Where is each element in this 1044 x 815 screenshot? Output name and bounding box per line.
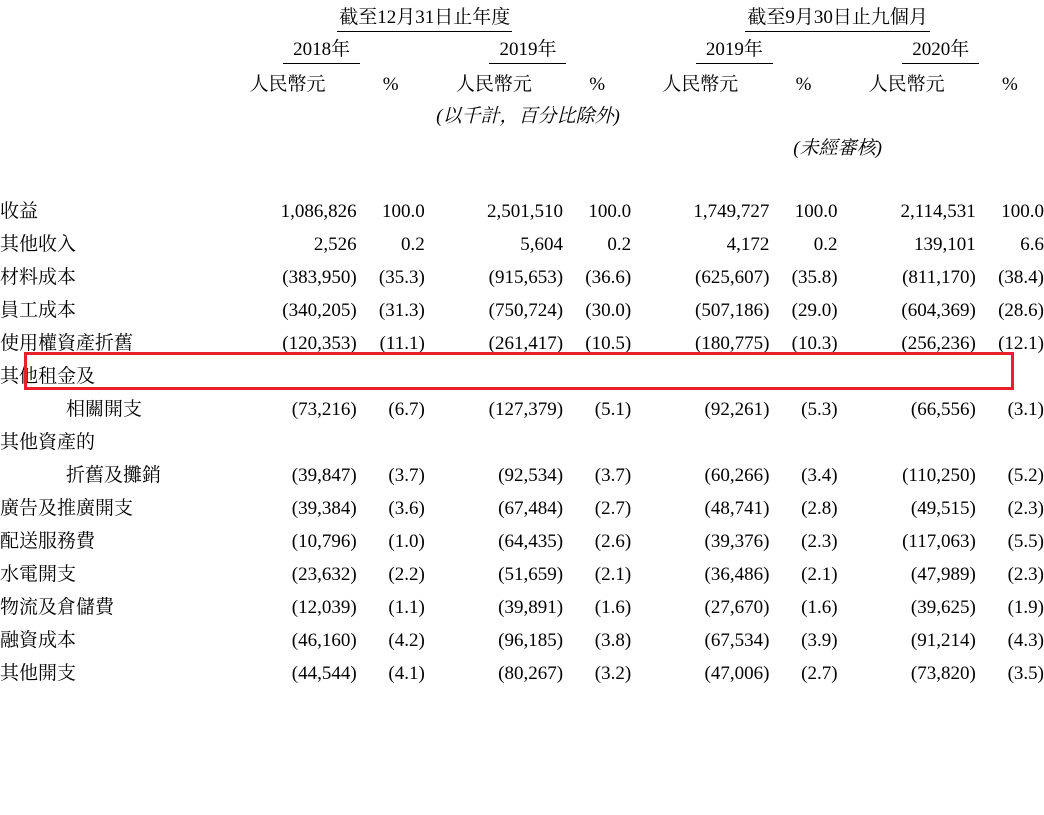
row-value: (2.7) <box>801 663 838 684</box>
row-value: (3.4) <box>801 465 838 486</box>
row-value: 100.0 <box>588 201 632 222</box>
row-value: (2.6) <box>594 531 632 552</box>
row-value: (39,847) <box>291 465 357 486</box>
header-year-2019-annual <box>425 32 631 64</box>
row-value: (27,670) <box>704 597 770 618</box>
row-value: (2.3) <box>1007 498 1044 519</box>
table-row <box>0 553 1044 586</box>
row-value: (3.5) <box>1007 663 1044 684</box>
row-value: (811,170) <box>902 267 976 288</box>
header-group-row <box>0 0 1044 32</box>
header-year-2020-ninemonth-label: 2020年 <box>902 34 979 64</box>
row-value: (35.3) <box>378 267 425 288</box>
table-spacer <box>0 160 1044 190</box>
row-value <box>631 421 769 454</box>
row-value: (1.1) <box>388 597 425 618</box>
row-value: (10,796) <box>291 531 357 552</box>
row-value: (383,950) <box>282 267 357 288</box>
header-year-2020-ninemonth <box>838 32 1044 64</box>
row-value: 100.0 <box>382 201 425 222</box>
row-value: (80,267) <box>498 663 564 684</box>
unit-note-row <box>0 96 1044 128</box>
row-value: (46,160) <box>291 630 357 651</box>
row-value <box>357 421 425 454</box>
row-label: 折舊及攤銷 <box>66 465 162 486</box>
row-value: (1.0) <box>388 531 425 552</box>
row-value: (66,556) <box>910 399 976 420</box>
row-value: (67,484) <box>498 498 564 519</box>
row-value: (507,186) <box>695 300 770 321</box>
row-value <box>563 355 631 388</box>
row-value: (2.8) <box>801 498 838 519</box>
row-value: 0.2 <box>813 234 838 255</box>
header-percent-3: % <box>1001 74 1018 95</box>
row-label: 廣告及推廣開支 <box>0 498 134 519</box>
row-value: (6.7) <box>388 399 425 420</box>
row-label: 員工成本 <box>0 300 77 321</box>
row-value: (127,379) <box>488 399 564 420</box>
header-year-2019-annual-label: 2019年 <box>489 34 566 64</box>
row-label: 收益 <box>0 201 39 222</box>
row-value: 0.2 <box>401 234 425 255</box>
unaudited-note-pad <box>0 128 631 160</box>
row-value: (35.8) <box>791 267 838 288</box>
row-value <box>976 355 1044 388</box>
row-value: (1.6) <box>594 597 632 618</box>
row-value: (92,261) <box>704 399 770 420</box>
unit-note-corner-cell <box>0 96 218 128</box>
row-value: 139,101 <box>914 234 976 255</box>
row-value: (3.8) <box>594 630 632 651</box>
row-label: 其他租金及 <box>0 366 96 387</box>
row-value: (11.1) <box>379 333 425 354</box>
row-value: (96,185) <box>498 630 564 651</box>
row-value: (47,006) <box>704 663 770 684</box>
header-group-annual-label: 截至12月31日止年度 <box>337 2 512 32</box>
row-value <box>769 355 837 388</box>
row-value: (44,544) <box>291 663 357 684</box>
row-value: (3.6) <box>388 498 425 519</box>
row-value <box>838 355 976 388</box>
row-value: (3.2) <box>594 663 632 684</box>
row-value: 1,749,727 <box>693 201 770 222</box>
row-value: 100.0 <box>1001 201 1044 222</box>
unit-note-pad <box>838 96 1044 128</box>
header-year-2018-label: 2018年 <box>283 34 360 64</box>
row-value: (73,216) <box>291 399 357 420</box>
row-value: (39,384) <box>291 498 357 519</box>
row-value: (4.1) <box>388 663 425 684</box>
header-year-2019-ninemonth <box>631 32 837 64</box>
row-value: (2.1) <box>594 564 632 585</box>
header-currency-0: 人民幣元 <box>249 74 326 95</box>
row-value: (2.3) <box>801 531 838 552</box>
row-value: (64,435) <box>498 531 564 552</box>
row-value <box>425 421 563 454</box>
unaudited-note-row <box>0 128 1044 160</box>
table-row-highlighted <box>0 289 1044 322</box>
header-year-corner-cell <box>0 32 218 64</box>
table-row <box>0 388 1044 421</box>
row-value <box>425 355 563 388</box>
row-value: (5.5) <box>1007 531 1044 552</box>
row-value: (110,250) <box>902 465 976 486</box>
header-corner-cell <box>0 0 218 32</box>
table-row <box>0 652 1044 685</box>
header-percent-0: % <box>382 74 399 95</box>
header-currency-3: 人民幣元 <box>868 74 945 95</box>
table-row <box>0 190 1044 223</box>
row-value: 2,501,510 <box>487 201 564 222</box>
row-label: 配送服務費 <box>0 531 96 552</box>
row-label: 材料成本 <box>0 267 77 288</box>
row-value: (92,534) <box>498 465 564 486</box>
header-year-2018 <box>218 32 424 64</box>
row-value: (5.2) <box>1007 465 1044 486</box>
header-year-2019-ninemonth-label: 2019年 <box>696 34 773 64</box>
table-row <box>0 256 1044 289</box>
row-label: 水電開支 <box>0 564 77 585</box>
row-value <box>631 355 769 388</box>
header-percent-2: % <box>795 74 812 95</box>
row-value: (3.1) <box>1007 399 1044 420</box>
table-row <box>0 322 1044 355</box>
row-value: (39,891) <box>498 597 564 618</box>
row-value <box>357 355 425 388</box>
row-value: 2,114,531 <box>900 201 976 222</box>
row-value: (10.5) <box>585 333 632 354</box>
row-value: (5.1) <box>594 399 632 420</box>
header-group-ninemonth-label: 截至9月30日止九個月 <box>745 2 930 32</box>
unit-note: (以千計，百分比除外) <box>436 106 620 127</box>
row-value: (256,236) <box>901 333 976 354</box>
row-value: (67,534) <box>704 630 770 651</box>
row-value: (48,741) <box>704 498 770 519</box>
row-value <box>976 421 1044 454</box>
row-value: (39,376) <box>704 531 770 552</box>
table-row <box>0 454 1044 487</box>
row-value: (39,625) <box>910 597 976 618</box>
header-year-row <box>0 32 1044 64</box>
row-value: (49,515) <box>910 498 976 519</box>
row-value: (60,266) <box>704 465 770 486</box>
row-value: 1,086,826 <box>280 201 357 222</box>
header-currency-corner-cell <box>0 64 218 96</box>
row-value: (36,486) <box>704 564 770 585</box>
row-value <box>563 421 631 454</box>
row-value: (47,989) <box>910 564 976 585</box>
header-percent-1: % <box>589 74 606 95</box>
row-value: (180,775) <box>695 333 770 354</box>
row-value: (117,063) <box>902 531 976 552</box>
row-label: 使用權資產折舊 <box>0 333 134 354</box>
table-row <box>0 487 1044 520</box>
table-row <box>0 619 1044 652</box>
row-value: (120,353) <box>282 333 357 354</box>
row-value: 0.2 <box>607 234 632 255</box>
row-value: (10.3) <box>791 333 838 354</box>
header-currency-1: 人民幣元 <box>455 74 532 95</box>
unaudited-note: (未經審核) <box>793 138 882 159</box>
row-value: (51,659) <box>498 564 564 585</box>
row-value: (4.2) <box>388 630 425 651</box>
row-value: (3.7) <box>388 465 425 486</box>
row-value: (340,205) <box>282 300 357 321</box>
row-value <box>218 421 356 454</box>
row-value: (750,724) <box>488 300 564 321</box>
row-value: (3.7) <box>594 465 632 486</box>
table-row <box>0 421 1044 454</box>
row-label: 相關開支 <box>66 399 143 420</box>
row-value: (2.1) <box>801 564 838 585</box>
row-value: (4.3) <box>1007 630 1044 651</box>
row-value: 4,172 <box>726 234 770 255</box>
row-value: (2.3) <box>1007 564 1044 585</box>
row-value: (36.6) <box>585 267 632 288</box>
header-group-ninemonth <box>631 0 1044 32</box>
row-value: (1.6) <box>801 597 838 618</box>
row-value: (1.9) <box>1007 597 1044 618</box>
row-value: (2.7) <box>594 498 632 519</box>
row-value: (30.0) <box>585 300 632 321</box>
header-currency-2: 人民幣元 <box>662 74 739 95</box>
row-value: (625,607) <box>695 267 770 288</box>
row-value: (38.4) <box>998 267 1044 288</box>
row-value: 6.6 <box>1020 234 1044 255</box>
row-value: (5.3) <box>801 399 838 420</box>
row-value: (23,632) <box>291 564 357 585</box>
row-value <box>218 355 356 388</box>
row-value: (73,820) <box>910 663 976 684</box>
table-row <box>0 586 1044 619</box>
row-label: 其他資產的 <box>0 432 96 453</box>
table-spacer-cell <box>0 160 1044 190</box>
row-label: 其他收入 <box>0 234 77 255</box>
row-value: (915,653) <box>488 267 564 288</box>
row-value: (12.1) <box>998 333 1044 354</box>
row-label: 其他開支 <box>0 663 77 684</box>
row-value: 5,604 <box>520 234 564 255</box>
row-value: (2.2) <box>388 564 425 585</box>
table-row <box>0 355 1044 388</box>
row-label: 融資成本 <box>0 630 77 651</box>
row-value: (261,417) <box>488 333 564 354</box>
table-row <box>0 520 1044 553</box>
row-value: 2,526 <box>313 234 357 255</box>
row-value: (604,369) <box>901 300 976 321</box>
row-value: (91,214) <box>910 630 976 651</box>
table-row <box>0 223 1044 256</box>
row-value: (12,039) <box>291 597 357 618</box>
row-value <box>769 421 837 454</box>
row-label: 物流及倉儲費 <box>0 597 115 618</box>
row-value <box>838 421 976 454</box>
header-currency-row <box>0 64 1044 96</box>
row-value: 100.0 <box>794 201 838 222</box>
row-value: (29.0) <box>791 300 838 321</box>
row-value: (31.3) <box>378 300 425 321</box>
header-group-annual <box>218 0 631 32</box>
row-value: (28.6) <box>998 300 1044 321</box>
row-value: (3.9) <box>801 630 838 651</box>
